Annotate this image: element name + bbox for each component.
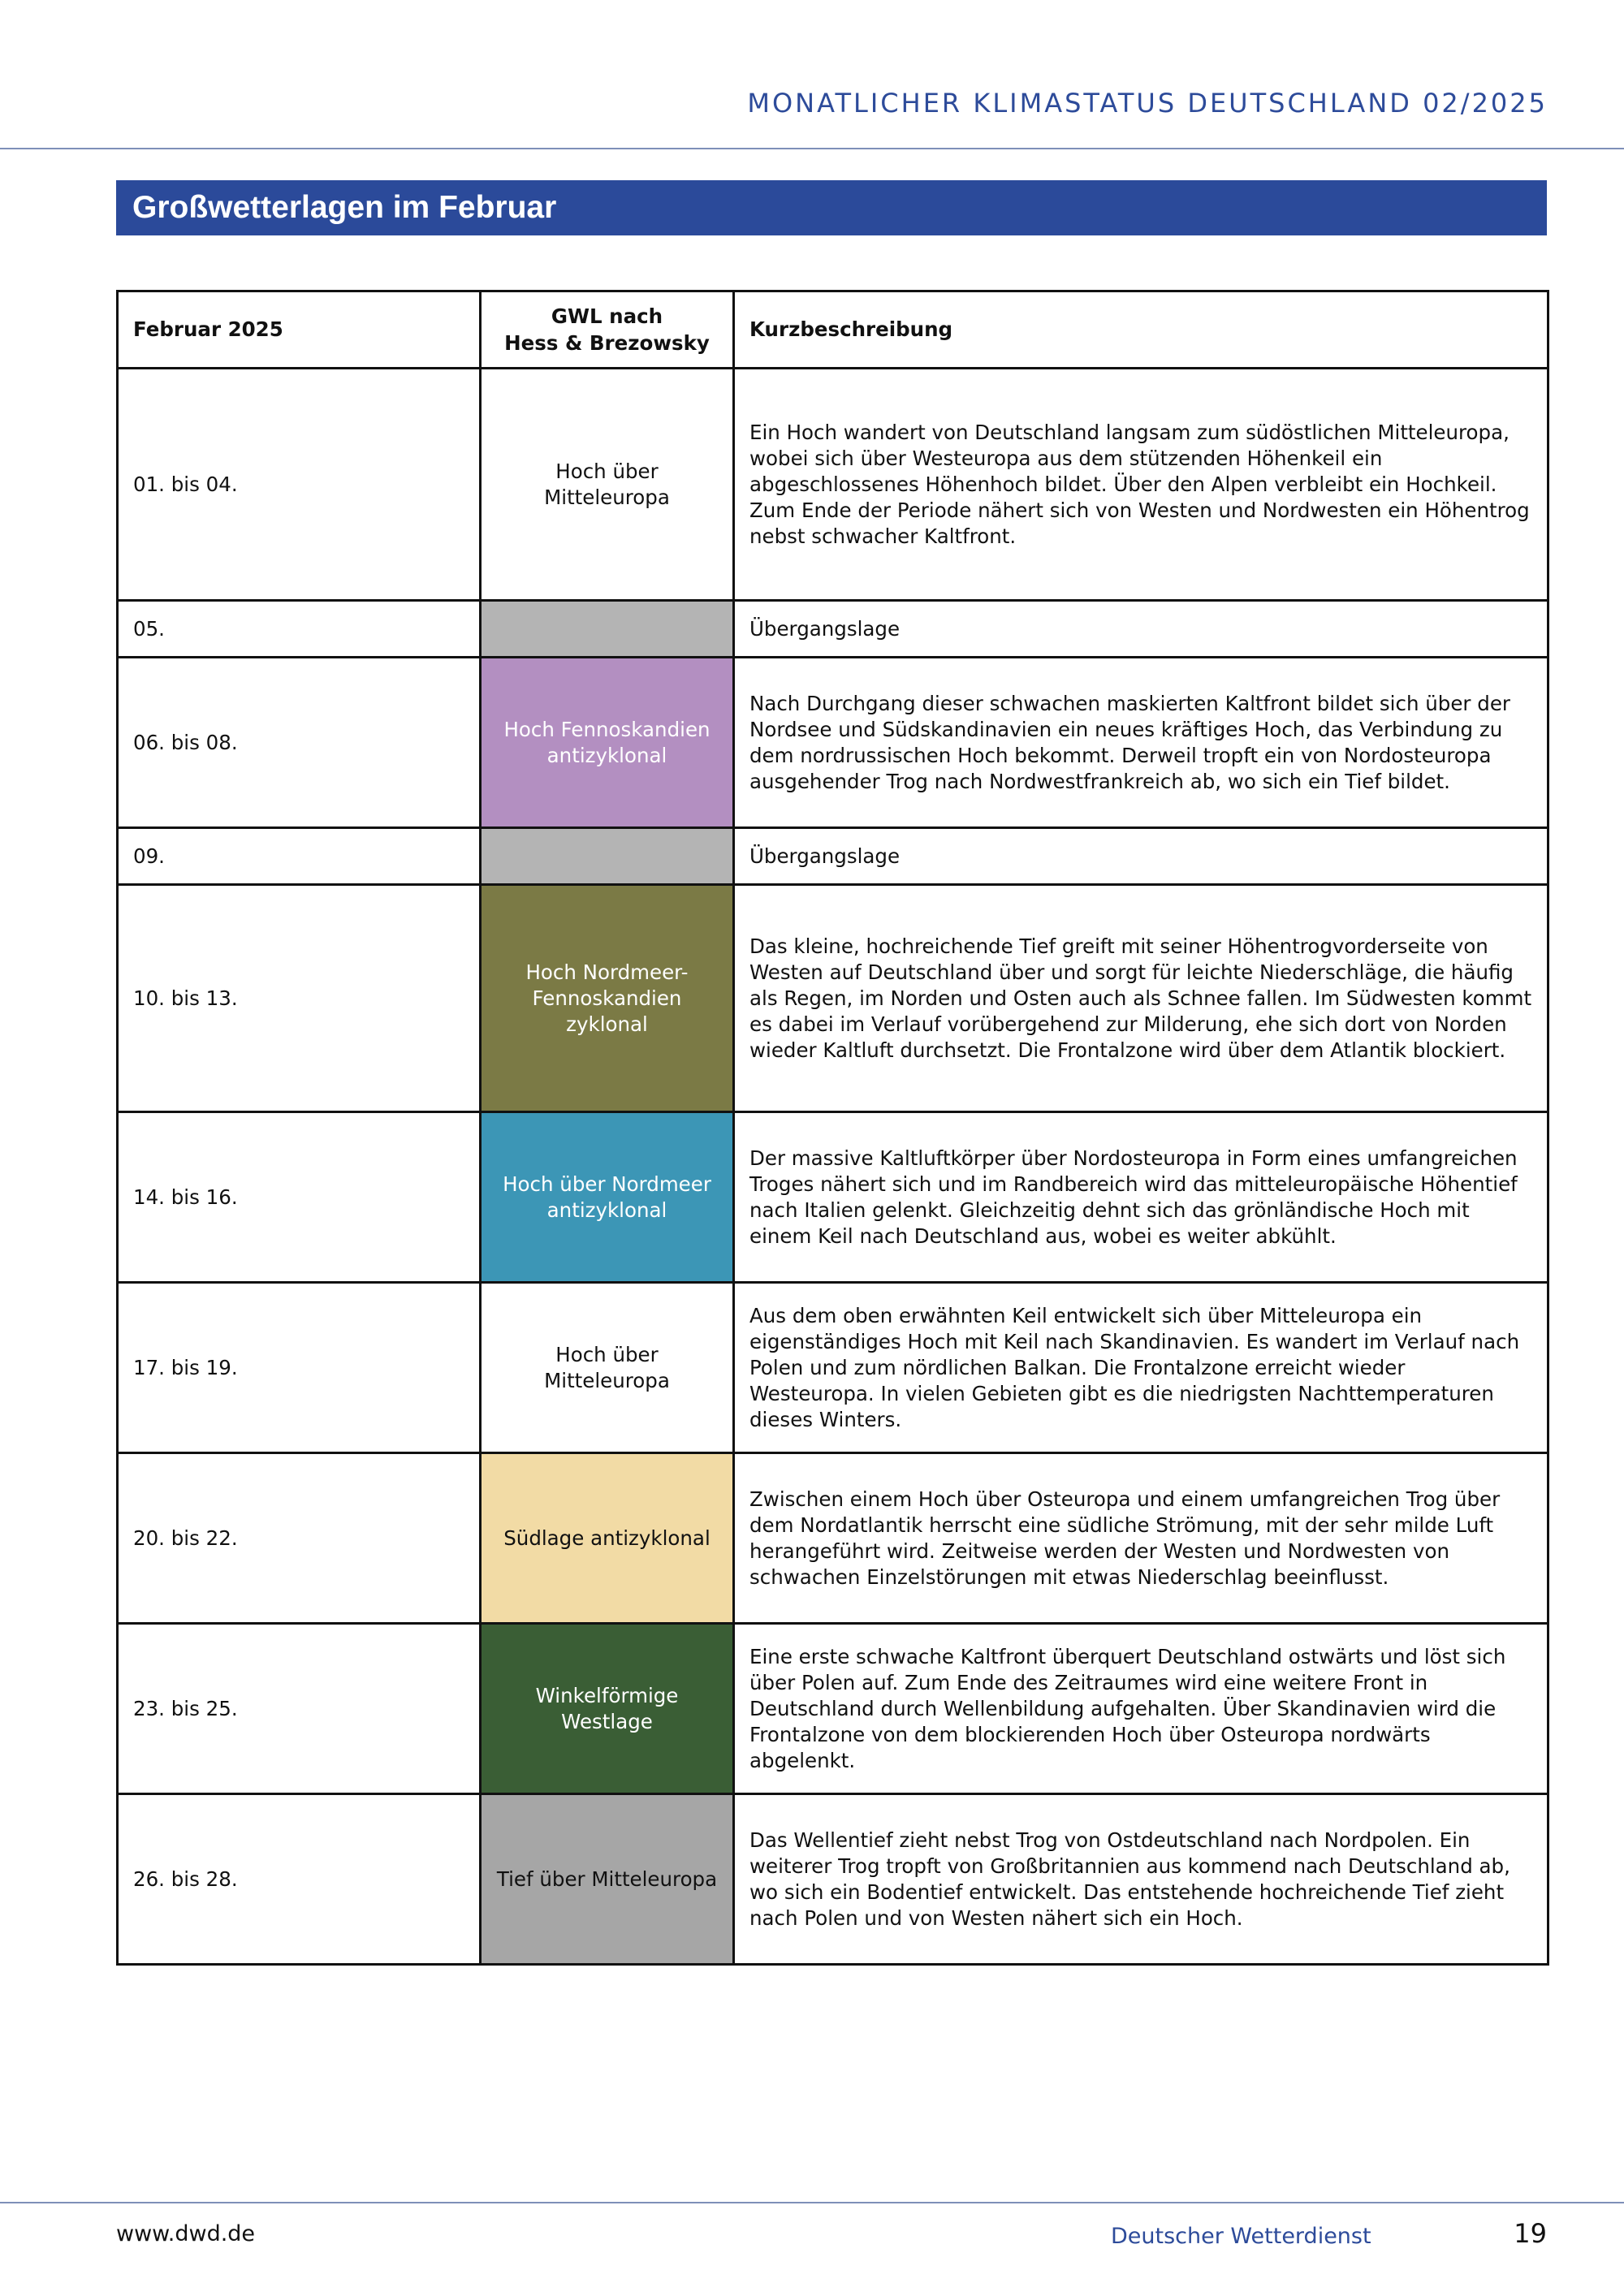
table-body	[118, 369, 1548, 1965]
document-header-title: MONATLICHER KLIMASTATUS DEUTSCHLAND 02/2025	[747, 88, 1548, 119]
row-gwl	[481, 1283, 734, 1453]
row-description: Zwischen einem Hoch über Osteuropa und einem umfangreichen Trog über dem Nordatlantik herrscht eine südliche Strömung, mit der sehr milde Luft herangeführt wird. Zeitweise werden der Westen und Nordwesten von schwachen Einzelstörungen mit etwas Niederschlag beeinflusst.	[734, 1453, 1548, 1624]
row-gwl	[481, 1794, 734, 1965]
row-gwl	[481, 658, 734, 828]
header-gwl-line1: GWL nach	[551, 304, 663, 328]
row-gwl-line: Hoch Fennoskandien	[503, 717, 710, 741]
row-gwl-line: Winkelförmige	[535, 1683, 679, 1707]
table-row	[118, 1453, 1548, 1624]
table-row	[118, 1112, 1548, 1283]
row-gwl-line: Hoch über	[555, 459, 659, 483]
table-row	[118, 1624, 1548, 1794]
row-gwl-line: Westlage	[561, 1709, 653, 1733]
header-gwl-line2: Hess & Brezowsky	[504, 331, 710, 355]
row-gwl	[481, 369, 734, 601]
row-description: Übergangslage	[734, 828, 1548, 885]
header-gwl	[481, 291, 734, 369]
row-date: 05.	[118, 601, 481, 658]
row-date: 01. bis 04.	[118, 369, 481, 601]
table-header-row	[118, 291, 1548, 369]
row-description: Übergangslage	[734, 601, 1548, 658]
row-gwl	[481, 828, 734, 885]
footer-url[interactable]: www.dwd.de	[116, 2221, 256, 2246]
row-gwl-line: Hoch über	[555, 1342, 659, 1366]
weather-patterns-table	[116, 290, 1549, 1966]
row-date: 14. bis 16.	[118, 1112, 481, 1283]
row-gwl-line: Hoch Nordmeer-	[525, 960, 689, 984]
row-gwl-line: Hoch über Nordmeer	[503, 1172, 711, 1196]
header-description: Kurzbeschreibung	[734, 291, 1548, 369]
table-row	[118, 828, 1548, 885]
row-gwl-line: Mitteleuropa	[544, 485, 670, 509]
row-gwl-line: Tief über Mitteleuropa	[496, 1867, 718, 1891]
table-row	[118, 1794, 1548, 1965]
footer-divider	[0, 2202, 1624, 2203]
row-gwl	[481, 601, 734, 658]
row-gwl	[481, 1112, 734, 1283]
row-description: Das Wellentief zieht nebst Trog von Ostdeutschland nach Nordpolen. Ein weiterer Trog tropft von Großbritannien aus kommend nach Deutschland ab, wo sich ein Bodentief entwickelt. Das entstehende hochreichende Tief zieht nach Polen und von Westen nähert sich ein Hoch.	[734, 1794, 1548, 1965]
row-gwl	[481, 1624, 734, 1794]
row-gwl-line: Mitteleuropa	[544, 1368, 670, 1392]
table-row	[118, 658, 1548, 828]
footer-organization: Deutscher Wetterdienst	[1111, 2224, 1371, 2249]
row-description: Aus dem oben erwähnten Keil entwickelt sich über Mitteleuropa ein eigenständiges Hoch mit Keil nach Skandinavien. Es wandert im Verlauf nach Polen und zum nördlichen Balkan. Die Frontalzone erreicht wieder Westeuropa. In vielen Gebieten gibt es die niedrigsten Nachttemperaturen dieses Winters.	[734, 1283, 1548, 1453]
row-gwl-line: Südlage antizyklonal	[503, 1526, 710, 1550]
row-description: Ein Hoch wandert von Deutschland langsam zum südöstlichen Mitteleuropa, wobei sich über Westeuropa aus dem stützenden Höhenkeil ein abgeschlossenes Höhenhoch bildet. Über den Alpen verbleibt ein Hochkeil. Zum Ende der Periode nähert sich von Westen und Nordwesten ein Höhentrog nebst schwacher Kaltfront.	[734, 369, 1548, 601]
row-gwl	[481, 1453, 734, 1624]
row-gwl	[481, 885, 734, 1112]
row-date: 09.	[118, 828, 481, 885]
row-date: 17. bis 19.	[118, 1283, 481, 1453]
row-date: 06. bis 08.	[118, 658, 481, 828]
row-description: Eine erste schwache Kaltfront überquert Deutschland ostwärts und löst sich über Polen auf. Zum Ende des Zeitraumes wird eine weitere Front in Deutschland durch Wellenbildung aufgehalten. Über Skandinavien wird die Frontalzone von dem blockierenden Hoch über Osteuropa nordwärts abgelenkt.	[734, 1624, 1548, 1794]
header-month: Februar 2025	[118, 291, 481, 369]
row-date: 10. bis 13.	[118, 885, 481, 1112]
table-row	[118, 1283, 1548, 1453]
page-number: 19	[1514, 2218, 1547, 2249]
row-date: 20. bis 22.	[118, 1453, 481, 1624]
header-divider	[0, 148, 1624, 149]
table-row	[118, 601, 1548, 658]
row-gwl-line: antizyklonal	[546, 743, 667, 767]
table-row	[118, 369, 1548, 601]
row-date: 26. bis 28.	[118, 1794, 481, 1965]
row-gwl-line: Fennoskandien	[532, 986, 682, 1010]
row-description: Der massive Kaltluftkörper über Nordosteuropa in Form eines umfangreichen Troges nähert sich und im Randbereich wird das mitteleuropäische Höhentief nach Italien gelenkt. Gleichzeitig dehnt sich das grönländische Hoch mit einem Keil nach Deutschland aus, wobei es weiter abkühlt.	[734, 1112, 1548, 1283]
row-gwl-line: zyklonal	[566, 1012, 648, 1036]
row-gwl-line: antizyklonal	[546, 1198, 667, 1222]
section-title: Großwetterlagen im Februar	[116, 180, 1547, 235]
table-row	[118, 885, 1548, 1112]
row-description: Das kleine, hochreichende Tief greift mit seiner Höhentrogvorderseite von Westen auf Deutschland über und sorgt für leichte Niederschläge, die häufig als Regen, im Norden und Osten auch als Schnee fallen. Im Südwesten kommt es dabei im Verlauf vorübergehend zur Milderung, ehe sich dort von Norden wieder Kaltluft durchsetzt. Die Frontalzone wird über dem Atlantik blockiert.	[734, 885, 1548, 1112]
row-date: 23. bis 25.	[118, 1624, 481, 1794]
row-description: Nach Durchgang dieser schwachen maskierten Kaltfront bildet sich über der Nordsee und Südskandinavien ein neues kräftiges Hoch, das Verbindung zu dem nordrussischen Hoch bekommt. Derweil tropft ein von Nordosteuropa ausgehender Trog nach Nordwestfrankreich ab, wo sich ein Tief bildet.	[734, 658, 1548, 828]
